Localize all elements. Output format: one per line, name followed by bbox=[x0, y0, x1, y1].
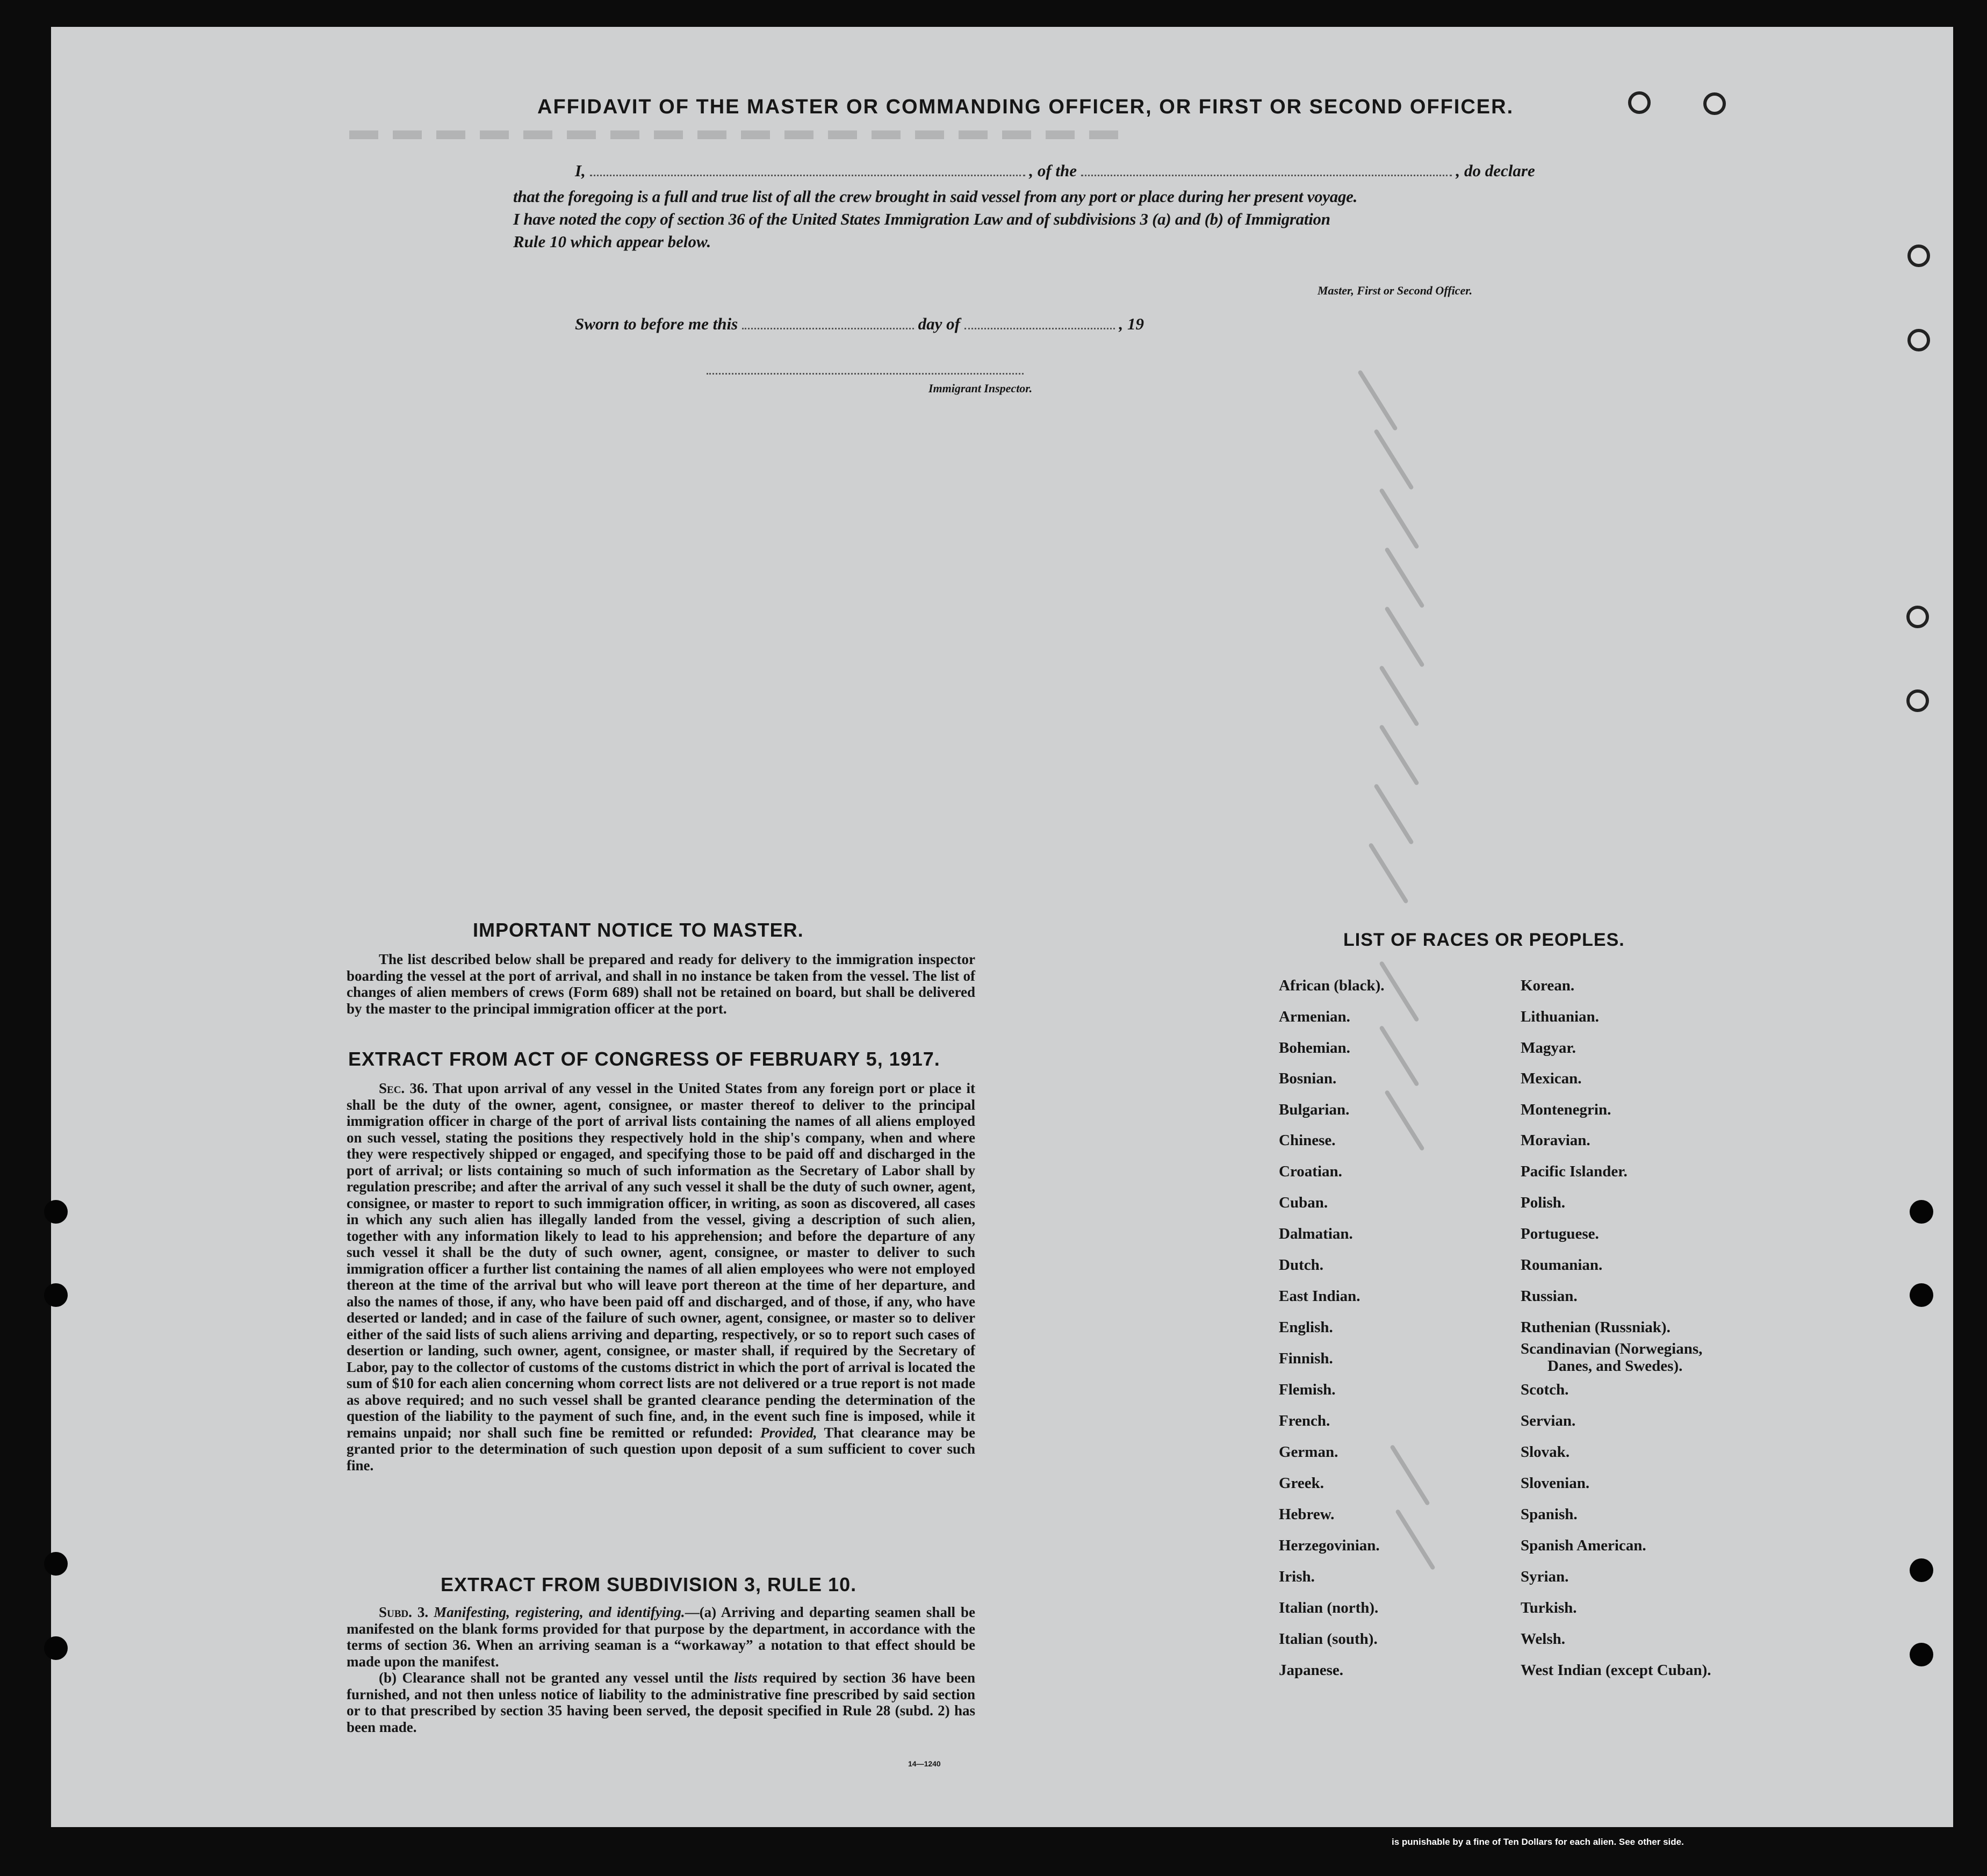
sworn-text: Sworn to before me this bbox=[575, 314, 738, 333]
provided-word: Provided, bbox=[760, 1424, 817, 1441]
race-item: Bulgarian. bbox=[1279, 1101, 1350, 1118]
punch-hole bbox=[44, 1636, 68, 1660]
officer-name-field[interactable] bbox=[590, 162, 1025, 176]
affidavit-title: AFFIDAVIT OF THE MASTER OR COMMANDING OFFICER, OR FIRST OR SECOND OFFICER. bbox=[537, 96, 1514, 118]
race-item: Italian (north). bbox=[1279, 1599, 1379, 1616]
bleed-through-header: ▬ ▬ ▬ ▬ ▬ ▬ ▬ ▬ ▬ ▬ ▬ ▬ ▬ ▬ ▬ ▬ ▬ ▬ bbox=[349, 113, 1122, 146]
document-page bbox=[51, 27, 1953, 1827]
race-item: Scandinavian (Norwegians, bbox=[1521, 1340, 1703, 1357]
sworn-day-field[interactable] bbox=[742, 315, 914, 329]
race-item: Flemish. bbox=[1279, 1381, 1336, 1398]
race-item: West Indian (except Cuban). bbox=[1521, 1662, 1711, 1679]
subd-label: Subd. 3. bbox=[379, 1604, 429, 1620]
vessel-name-field[interactable] bbox=[1081, 162, 1452, 176]
race-item: Dutch. bbox=[1279, 1256, 1323, 1274]
race-item: Slovak. bbox=[1521, 1443, 1570, 1461]
race-item: Montenegrin. bbox=[1521, 1101, 1611, 1118]
punch-hole-ring bbox=[1906, 606, 1929, 628]
sworn-line bbox=[575, 314, 1144, 334]
race-item: Polish. bbox=[1521, 1194, 1565, 1211]
punch-hole-ring bbox=[1907, 329, 1930, 351]
race-item: Mexican. bbox=[1521, 1070, 1582, 1087]
act-extract-title: EXTRACT FROM ACT OF CONGRESS OF FEBRUARY 5, 1917. bbox=[348, 1048, 940, 1070]
affidavit-i: I, bbox=[575, 161, 586, 180]
notice-title: IMPORTANT NOTICE TO MASTER. bbox=[473, 919, 804, 941]
race-item: Slovenian. bbox=[1521, 1475, 1590, 1492]
race-item: Magyar. bbox=[1521, 1039, 1576, 1056]
affidavit-line-4: Rule 10 which appear below. bbox=[513, 232, 711, 251]
race-item: Ruthenian (Russniak). bbox=[1521, 1319, 1671, 1336]
form-number: 14—1240 bbox=[908, 1759, 941, 1768]
sec-36-text-end: That clearance may be granted prior to the determination of such question upon deposit of a sum sufficient to cover such fine. bbox=[347, 1424, 976, 1474]
race-item: Spanish. bbox=[1521, 1506, 1578, 1523]
race-item: Bohemian. bbox=[1279, 1039, 1350, 1056]
punch-hole bbox=[44, 1552, 68, 1576]
race-item: Syrian. bbox=[1521, 1568, 1569, 1585]
footnote: is punishable by a fine of Ten Dollars for each alien. See other side. bbox=[1392, 1837, 1684, 1847]
race-item: Russian. bbox=[1521, 1288, 1578, 1305]
race-item: Italian (south). bbox=[1279, 1630, 1378, 1648]
notice-paragraph: The list described below shall be prepared and ready for delivery to the immigration inspector boarding the vessel at the port of arrival, and shall in no instance be taken from the vessel. The list of changes of alien members of crews (Form 689) shall not be retained on board, but shall be delivered by the master to the principal immigration officer at the port. bbox=[347, 951, 975, 1017]
race-item: Lithuanian. bbox=[1521, 1008, 1599, 1025]
race-item: Herzegovinian. bbox=[1279, 1537, 1380, 1554]
day-of-text: day of bbox=[918, 314, 960, 333]
rule-extract-body bbox=[347, 1604, 975, 1735]
race-item: Portuguese. bbox=[1521, 1225, 1599, 1242]
sec-label: Sec. 36. bbox=[379, 1080, 428, 1096]
race-item: Bosnian. bbox=[1279, 1070, 1337, 1087]
race-item: German. bbox=[1279, 1443, 1338, 1461]
race-item: Chinese. bbox=[1279, 1132, 1336, 1149]
race-item: Turkish. bbox=[1521, 1599, 1577, 1616]
races-title: LIST OF RACES OR PEOPLES. bbox=[1343, 930, 1625, 950]
race-item: English. bbox=[1279, 1319, 1333, 1336]
race-item: African (black). bbox=[1279, 977, 1385, 994]
sec-36-paragraph bbox=[347, 1080, 975, 1474]
race-item: Welsh. bbox=[1521, 1630, 1565, 1648]
race-item: Armenian. bbox=[1279, 1008, 1350, 1025]
affidavit-line-1 bbox=[575, 161, 1535, 181]
race-item: Scotch. bbox=[1521, 1381, 1569, 1398]
act-extract-body bbox=[347, 1080, 975, 1474]
subd-b-paragraph bbox=[347, 1670, 975, 1735]
subd-b-text-end: required by section 36 have been furnished, and not then unless notice of liability to the administrative fine prescribed by said section or to that prescribed by section 35 having been served, the deposit specified in Rule 28 (subd. 2) has been made. bbox=[347, 1670, 975, 1735]
subd-a-text: —(a) Arriving and departing seamen shall be manifested on the blank forms provided for that purpose by the department, in accordance with the terms of section 36. When an arriving seaman is a “workaway” a notation to that effect should be made upon the manifest. bbox=[347, 1604, 975, 1670]
race-item: Pacific Islander. bbox=[1521, 1163, 1628, 1180]
race-item: Hebrew. bbox=[1279, 1506, 1335, 1523]
affidavit-declare: , do declare bbox=[1456, 161, 1535, 180]
subd-b-text: (b) Clearance shall not be granted any vessel until the bbox=[379, 1670, 729, 1686]
race-item: Cuban. bbox=[1279, 1194, 1328, 1211]
punch-hole-ring bbox=[1906, 689, 1929, 712]
race-item: Dalmatian. bbox=[1279, 1225, 1353, 1242]
race-item: Servian. bbox=[1521, 1412, 1576, 1429]
master-signature-label: Master, First or Second Officer. bbox=[1318, 284, 1473, 297]
sec-36-text: That upon arrival of any vessel in the United States from any foreign port or place it shall be the duty of the owner, agent, consignee, or master thereof to deliver to the principal immigration officer in charge of the port of arrival lists containing the names of all aliens employed on such vessel, stating the positions they respectively hold in the ship's company, when and where they were respectively shipped or engaged, and specifying those to be paid off and discharged in the port of arrival; or lists containing so much of such information as the Secretary of Labor shall by regulation prescribe; and after the arrival of any such vessel it shall be the duty of such owner, agent, consignee, or master to report to such immigration officer, in writing, as soon as discovered, all cases in which any such alien has illegally landed from the vessel, giving a description of such alien, together with any information likely to lead to his apprehension; and before the departure of any such vessel it shall be the duty of such owner, agent, consignee, or master to deliver to such immigration officer a further list containing the names of all alien employees who were not employed thereon at the time of the arrival but who will leave port thereon at the time of her departure, and also the names of those, if any, who have been paid off and discharged, and of those, if any, who have deserted or landed; and in case of the failure of such owner, agent, consignee, or master so to deliver either of the said lists of such aliens arriving and departing, respectively, or so to report such cases of desertion or landing, such owner, agent, consignee, or master shall, if required by the Secretary of Labor, pay to the collector of customs of the customs district in which the port of arrival is located the sum of $10 for each alien concerning whom correct lists are not delivered or a true report is not made as above required; and no such vessel shall be granted clearance pending the determination of the question of the liability to the payment of such fine, and, in the event such fine is imposed, while it remains unpaid; nor shall such fine be remitted or refunded: bbox=[347, 1080, 976, 1441]
punch-hole bbox=[44, 1200, 68, 1224]
notice-body bbox=[347, 951, 975, 1017]
subd-a-paragraph bbox=[347, 1604, 975, 1670]
race-item: Irish. bbox=[1279, 1568, 1315, 1585]
race-item: Japanese. bbox=[1279, 1662, 1344, 1679]
punch-hole bbox=[44, 1283, 68, 1307]
punch-hole-ring bbox=[1907, 245, 1930, 267]
punch-hole-ring bbox=[1628, 91, 1651, 114]
race-item: Croatian. bbox=[1279, 1163, 1342, 1180]
subd-heading: Manifesting, registering, and identifying. bbox=[434, 1604, 685, 1620]
year-prefix: , 19 bbox=[1119, 314, 1144, 333]
punch-hole bbox=[1910, 1558, 1933, 1582]
affidavit-of-the: , of the bbox=[1029, 161, 1077, 180]
punch-hole bbox=[1910, 1200, 1933, 1224]
race-item: East Indian. bbox=[1279, 1288, 1360, 1305]
race-item: French. bbox=[1279, 1412, 1330, 1429]
race-item: Korean. bbox=[1521, 977, 1575, 994]
punch-hole bbox=[1910, 1643, 1933, 1666]
race-item: Finnish. bbox=[1279, 1350, 1333, 1367]
punch-hole-ring bbox=[1703, 92, 1726, 115]
rule-extract-title: EXTRACT FROM SUBDIVISION 3, RULE 10. bbox=[441, 1573, 857, 1595]
sworn-month-field[interactable] bbox=[964, 315, 1115, 329]
lists-word: lists bbox=[734, 1670, 758, 1686]
race-item: Moravian. bbox=[1521, 1132, 1590, 1149]
inspector-label: Immigrant Inspector. bbox=[928, 382, 1033, 395]
race-item: Greek. bbox=[1279, 1475, 1324, 1492]
inspector-signature-field[interactable] bbox=[707, 360, 1024, 375]
punch-hole bbox=[1910, 1283, 1933, 1307]
affidavit-line-3: I have noted the copy of section 36 of the United States Immigration Law and of subdivisions 3 (a) and (b) of Immigration bbox=[513, 210, 1330, 228]
race-item: Roumanian. bbox=[1521, 1256, 1603, 1274]
affidavit-line-2: that the foregoing is a full and true list of all the crew brought in said vessel from any port or place during her present voyage. bbox=[513, 187, 1358, 206]
race-item-continuation: Danes, and Swedes). bbox=[1547, 1357, 1683, 1375]
race-item: Spanish American. bbox=[1521, 1537, 1646, 1554]
